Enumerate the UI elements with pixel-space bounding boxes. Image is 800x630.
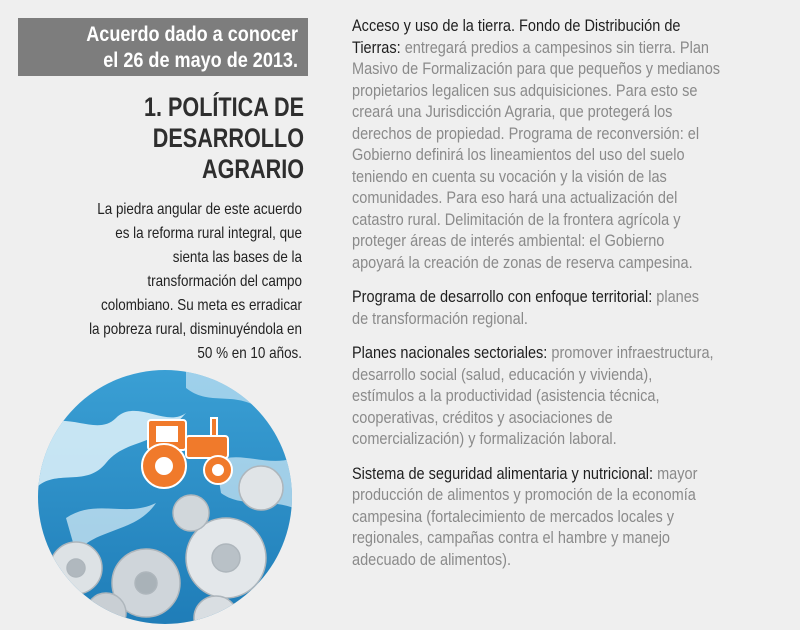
text-line: cooperativas, créditos y asociaciones de — [352, 408, 613, 427]
intro-line: La piedra angular de este acuerdo — [97, 201, 302, 218]
paragraph-access-land — [352, 16, 792, 274]
intro-line: sienta las bases de la — [172, 249, 302, 266]
text-line: Programa de desarrollo con enfoque territorial: — [352, 288, 653, 306]
text-line: Planes nacionales sectoriales: — [352, 344, 548, 362]
text-line: Sistema de seguridad alimentaria y nutricional: — [352, 464, 654, 483]
text-line: campesina (fortalecimiento de mercados locales y — [352, 507, 675, 526]
text-line: planes — [652, 288, 700, 306]
left-column — [0, 0, 320, 630]
text-line: producción de alimentos y promoción de la economía — [352, 486, 696, 504]
text-line: regionales, campañas contra el hambre y manejo — [352, 529, 671, 547]
paragraph-territorial-program — [352, 287, 792, 330]
section-title — [14, 92, 304, 185]
intro-line: es la reforma rural integral, que — [115, 225, 302, 242]
text-line: apoyará la creación de zonas de reserva campesina. — [352, 253, 693, 272]
intro-line: 50 % en 10 años. — [197, 345, 302, 362]
text-line: comercialización) y formalización laboral. — [352, 430, 617, 448]
text-line: desarrollo social (salud, educación y vivienda), — [352, 365, 653, 384]
text-line: adecuado de alimentos). — [352, 550, 512, 569]
intro-text — [2, 198, 302, 366]
text-line: Tierras: — [352, 38, 401, 57]
text-line: Gobierno definirá los lineamientos del uso del suelo — [352, 146, 685, 164]
text-line: teniendo en cuenta su vocación y la visión de las — [352, 167, 667, 186]
text-line: entregará predios a campesinos sin tierra. Plan — [400, 38, 709, 57]
text-line: mayor — [653, 464, 698, 483]
text-line: creará una Jurisdicción Agraria, que protegerá los — [352, 103, 673, 121]
text-line: derechos de propiedad. Programa de reconversión: el — [352, 124, 700, 143]
text-line: comunidades. Para eso hará una actualización del — [352, 189, 678, 207]
section-title-line-1: 1. POLÍTICA DE — [143, 92, 304, 122]
paragraph-food-security — [352, 464, 792, 572]
banner-line-1: Acuerdo dado a conocer — [86, 23, 298, 46]
right-column — [352, 16, 792, 584]
text-line: promover infraestructura, — [547, 344, 714, 362]
text-line: de transformación regional. — [352, 309, 528, 328]
text-line: Acceso y uso de la tierra. Fondo de Distribución de — [352, 17, 681, 35]
intro-line: colombiano. Su meta es erradicar — [101, 297, 302, 314]
intro-line: la pobreza rural, disminuyéndola en — [89, 321, 302, 338]
text-line: estímulos a la productividad (asistencia técnica, — [352, 387, 660, 405]
text-line: Masivo de Formalización para que pequeños y medianos — [352, 60, 721, 78]
section-title-line-2: DESARROLLO — [152, 123, 304, 153]
paragraph-sector-plans — [352, 343, 792, 451]
text-line: catastro rural. Delimitación de la frontera agrícola y — [352, 210, 681, 229]
banner-line-2: el 26 de mayo de 2013. — [103, 49, 298, 72]
date-banner — [18, 18, 308, 76]
text-line: propietarios legalicen sus adquisiciones. Para esto se — [352, 81, 698, 100]
agriculture-illustration — [36, 368, 294, 626]
section-title-line-3: AGRARIO — [202, 154, 304, 184]
intro-line: transformación del campo — [147, 273, 302, 290]
text-line: proteger áreas de interés ambiental: el Gobierno — [352, 232, 665, 250]
